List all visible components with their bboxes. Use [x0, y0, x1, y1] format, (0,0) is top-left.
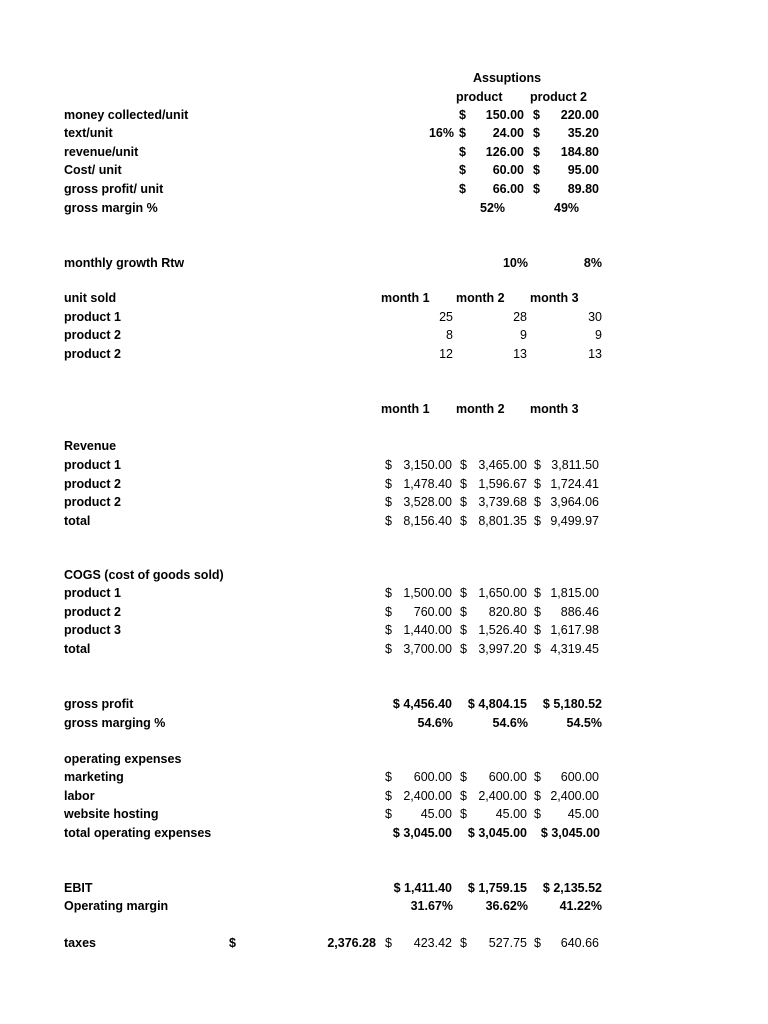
op-margin-value: 31.67%: [410, 899, 453, 913]
gross-margin-pct-label: gross marging %: [64, 716, 166, 730]
row-label: website hosting: [64, 807, 159, 821]
assumptions-title: Assuptions: [473, 71, 542, 85]
row-label: total: [64, 513, 91, 528]
cogs-value: 1,500.00: [403, 586, 452, 600]
gross-margin-product: 52%: [480, 201, 506, 215]
units-value: 30: [588, 310, 602, 324]
currency-symbol: $: [460, 623, 467, 637]
currency-symbol: $: [460, 476, 467, 491]
gross-margin-product-2: 49%: [554, 201, 580, 215]
currency-symbol: $: [459, 108, 466, 122]
revenue-value: 3,150.00: [403, 458, 452, 472]
currency-symbol: $: [385, 476, 392, 491]
opex-value: 2,400.00: [550, 788, 599, 803]
growth-product: 10%: [502, 256, 528, 270]
currency-symbol: $: [533, 182, 540, 196]
row-label: gross profit/ unit: [64, 182, 164, 196]
gross-margin-pct: 54.5%: [566, 716, 602, 730]
opex-value: 600.00: [488, 770, 527, 784]
currency-symbol: $: [460, 641, 467, 656]
value-product-2: 89.80: [567, 182, 599, 196]
revenue-value: 9,499.97: [550, 513, 599, 528]
op-margin-value: 41.22%: [559, 899, 602, 913]
row-label: product 2: [64, 328, 121, 342]
row-label: marketing: [64, 770, 124, 784]
taxes-dollar: $: [229, 936, 236, 950]
units-month-3: month 3: [530, 291, 579, 305]
revenue-value: 1,724.41: [550, 476, 599, 491]
currency-symbol: $: [534, 623, 541, 637]
row-label: money collected/unit: [64, 108, 189, 122]
row-label: product 2: [64, 347, 121, 361]
value-product: 24.00: [492, 126, 524, 140]
opex-total-value: $ 3,045.00: [540, 826, 600, 840]
row-label: product 2: [64, 604, 121, 619]
revenue-value: 1,478.40: [403, 476, 452, 491]
cogs-value: 886.46: [560, 604, 599, 619]
currency-symbol: $: [533, 126, 540, 140]
units-value: 9: [595, 328, 602, 342]
cogs-value: 1,440.00: [403, 623, 452, 637]
currency-symbol: $: [533, 108, 540, 122]
currency-symbol: $: [460, 458, 467, 472]
month-header-2: month 2: [456, 402, 505, 416]
currency-symbol: $: [534, 788, 541, 803]
revenue-value: 8,801.35: [478, 513, 527, 528]
currency-symbol: $: [534, 604, 541, 619]
taxes-total: 2,376.28: [327, 936, 376, 950]
row-label: labor: [64, 788, 95, 803]
currency-symbol: $: [534, 586, 541, 600]
row-label: product 1: [64, 586, 121, 600]
growth-label: monthly growth Rtw: [64, 256, 185, 270]
units-label: unit sold: [64, 291, 117, 305]
units-value: 25: [439, 310, 453, 324]
col-header-product: product: [456, 90, 503, 104]
opex-value: 600.00: [413, 770, 452, 784]
revenue-value: 3,811.50: [551, 458, 599, 472]
units-month-2: month 2: [456, 291, 505, 305]
value-product: 60.00: [492, 163, 524, 177]
op-margin-value: 36.62%: [485, 899, 528, 913]
opex-value: 2,400.00: [478, 788, 527, 803]
gross-profit-value: $ 5,180.52: [542, 697, 602, 711]
month-header-1: month 1: [381, 402, 430, 416]
month-header-3: month 3: [530, 402, 579, 416]
value-product: 150.00: [485, 108, 524, 122]
currency-symbol: $: [534, 495, 541, 509]
currency-symbol: $: [533, 163, 540, 177]
value-product: 126.00: [485, 145, 524, 159]
currency-symbol: $: [385, 458, 392, 472]
gross-margin-label: gross margin %: [64, 201, 158, 215]
currency-symbol: $: [534, 476, 541, 491]
units-value: 28: [513, 310, 527, 324]
cogs-label: COGS (cost of goods sold): [64, 568, 224, 582]
currency-symbol: $: [385, 604, 392, 619]
currency-symbol: $: [385, 586, 392, 600]
currency-symbol: $: [460, 495, 467, 509]
row-label: product 2: [64, 495, 121, 509]
gross-margin-pct: 54.6%: [417, 716, 453, 730]
row-label: product 2: [64, 476, 121, 491]
ebit-label: EBIT: [64, 881, 93, 895]
gross-profit-label: gross profit: [64, 697, 134, 711]
revenue-value: 3,739.68: [478, 495, 527, 509]
opex-label: operating expenses: [64, 752, 182, 766]
units-value: 12: [439, 347, 453, 361]
gross-profit-value: $ 4,804.15: [467, 697, 527, 711]
cogs-value: 760.00: [413, 604, 452, 619]
taxes-value: 527.75: [488, 936, 527, 950]
opex-value: 45.00: [495, 807, 527, 821]
value-product-2: 220.00: [560, 108, 599, 122]
currency-symbol: $: [385, 936, 392, 950]
revenue-value: 3,964.06: [550, 495, 599, 509]
op-margin-label: Operating margin: [64, 899, 169, 913]
tax-percent: 16%: [428, 126, 454, 140]
currency-symbol: $: [459, 145, 466, 159]
opex-value: 600.00: [560, 770, 599, 784]
cogs-value: 1,650.00: [478, 586, 527, 600]
currency-symbol: $: [459, 163, 466, 177]
currency-symbol: $: [533, 145, 540, 159]
value-product-2: 35.20: [567, 126, 599, 140]
row-label: product 3: [64, 623, 121, 637]
row-label: text/unit: [64, 126, 113, 140]
gross-profit-value: $ 4,456.40: [392, 697, 452, 711]
gross-margin-pct: 54.6%: [492, 716, 528, 730]
row-label: revenue/unit: [64, 145, 139, 159]
taxes-label: taxes: [64, 936, 96, 950]
opex-value: 45.00: [420, 807, 452, 821]
taxes-value: 423.42: [413, 936, 452, 950]
currency-symbol: $: [534, 807, 541, 821]
currency-symbol: $: [459, 126, 466, 140]
opex-total-value: $ 3,045.00: [392, 826, 452, 840]
currency-symbol: $: [385, 770, 392, 784]
currency-symbol: $: [534, 641, 541, 656]
cogs-value: 3,700.00: [403, 641, 452, 656]
revenue-value: 3,465.00: [478, 458, 527, 472]
row-label: total: [64, 641, 91, 656]
ebit-value: $ 1,411.40: [393, 881, 452, 895]
row-label: product 1: [64, 310, 121, 324]
units-value: 9: [520, 328, 527, 342]
revenue-value: 1,596.67: [478, 476, 527, 491]
revenue-value: 3,528.00: [403, 495, 452, 509]
taxes-value: 640.66: [560, 936, 599, 950]
opex-value: 2,400.00: [403, 788, 452, 803]
currency-symbol: $: [534, 770, 541, 784]
units-value: 8: [446, 328, 453, 342]
currency-symbol: $: [534, 936, 541, 950]
cogs-value: 3,997.20: [478, 641, 527, 656]
currency-symbol: $: [385, 623, 392, 637]
revenue-value: 8,156.40: [403, 513, 452, 528]
currency-symbol: $: [460, 604, 467, 619]
currency-symbol: $: [385, 807, 392, 821]
cogs-value: 820.80: [488, 604, 527, 619]
currency-symbol: $: [459, 182, 466, 196]
currency-symbol: $: [385, 513, 392, 528]
opex-total-label: total operating expenses: [64, 826, 212, 840]
currency-symbol: $: [534, 513, 541, 528]
currency-symbol: $: [460, 788, 467, 803]
cogs-value: 1,617.98: [550, 623, 599, 637]
currency-symbol: $: [460, 586, 467, 600]
currency-symbol: $: [460, 513, 467, 528]
cogs-value: 1,815.00: [550, 586, 599, 600]
currency-symbol: $: [460, 807, 467, 821]
currency-symbol: $: [460, 936, 467, 950]
row-label: product 1: [64, 458, 121, 472]
cogs-value: 1,526.40: [478, 623, 527, 637]
row-label: Cost/ unit: [64, 163, 122, 177]
ebit-value: $ 2,135.52: [542, 881, 602, 895]
cogs-value: 4,319.45: [550, 641, 599, 656]
currency-symbol: $: [460, 770, 467, 784]
currency-symbol: $: [385, 641, 392, 656]
growth-product-2: 8%: [583, 256, 602, 270]
units-value: 13: [588, 347, 602, 361]
value-product-2: 95.00: [567, 163, 599, 177]
units-value: 13: [513, 347, 527, 361]
currency-symbol: $: [385, 495, 392, 509]
opex-value: 45.00: [567, 807, 599, 821]
opex-total-value: $ 3,045.00: [467, 826, 527, 840]
units-month-1: month 1: [381, 291, 430, 305]
currency-symbol: $: [534, 458, 541, 472]
value-product-2: 184.80: [560, 145, 599, 159]
value-product: 66.00: [492, 182, 524, 196]
col-header-product-2: product 2: [530, 90, 587, 104]
revenue-label: Revenue: [64, 439, 117, 453]
ebit-value: $ 1,759.15: [467, 881, 527, 895]
currency-symbol: $: [385, 788, 392, 803]
